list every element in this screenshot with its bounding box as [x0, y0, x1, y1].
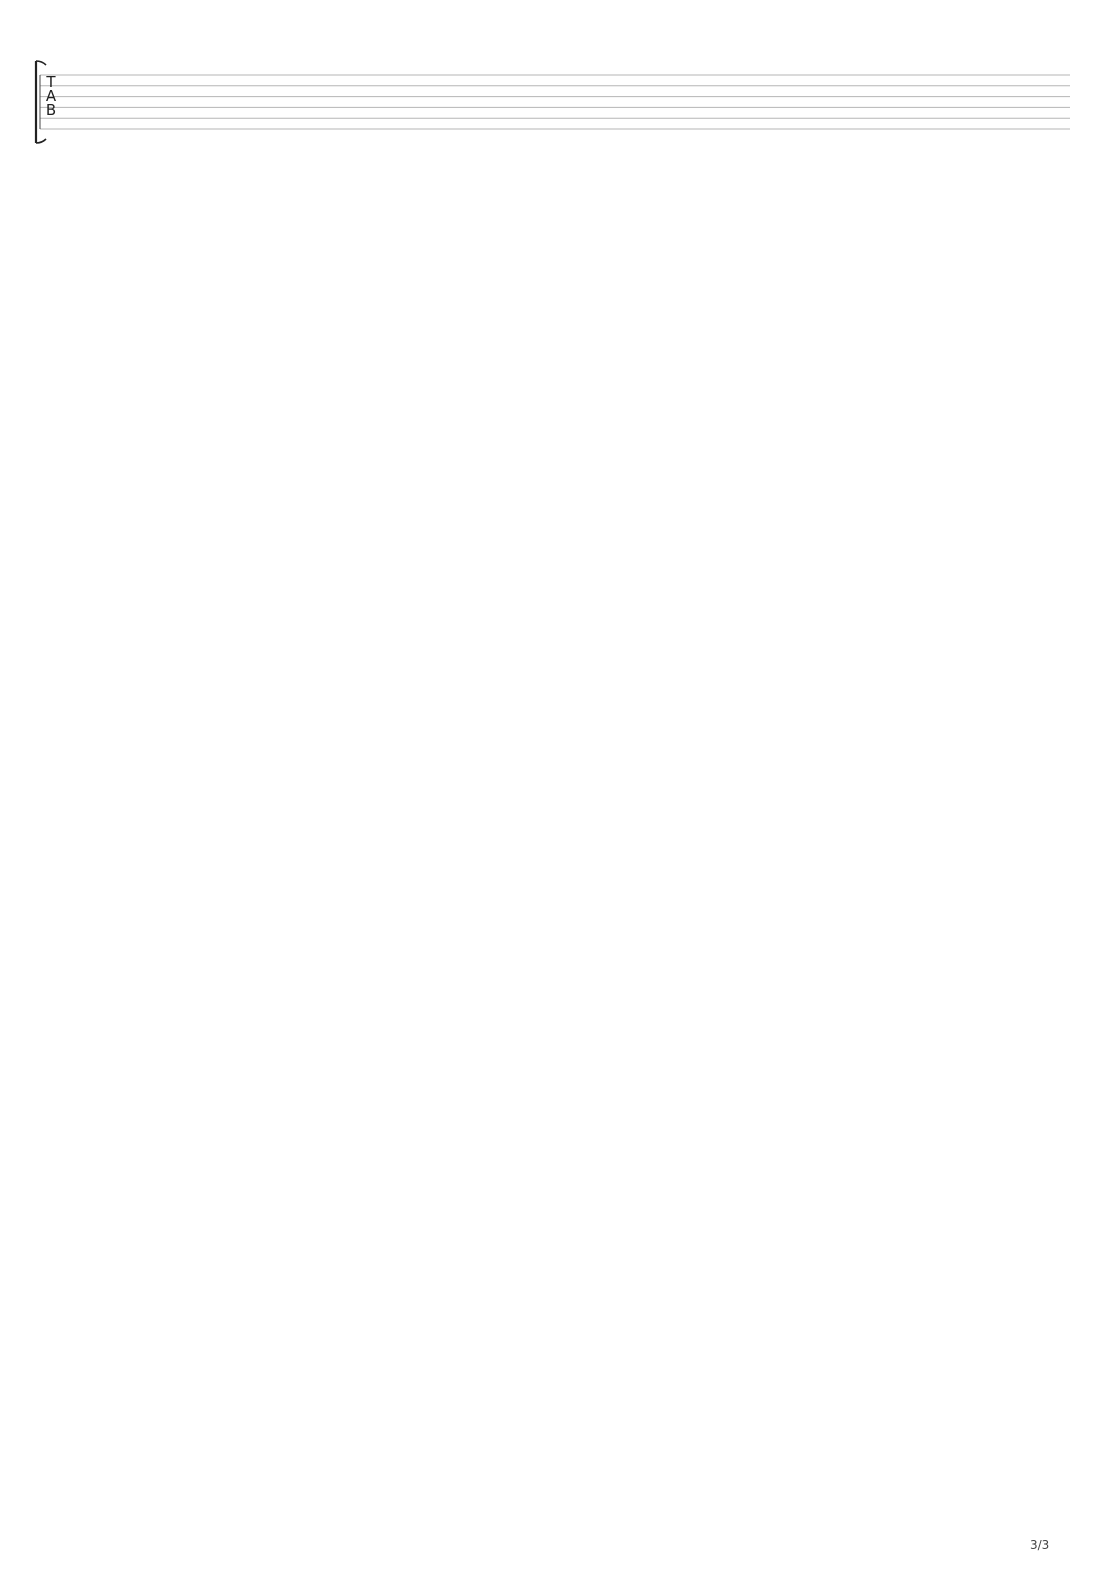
tab-clef-letter: A: [45, 87, 57, 105]
page-number: 3/3: [1030, 1538, 1050, 1552]
system-bracket-hook: [36, 61, 46, 143]
tab-clef-letter: B: [45, 101, 57, 119]
tab-clef-letter: T: [46, 73, 56, 91]
